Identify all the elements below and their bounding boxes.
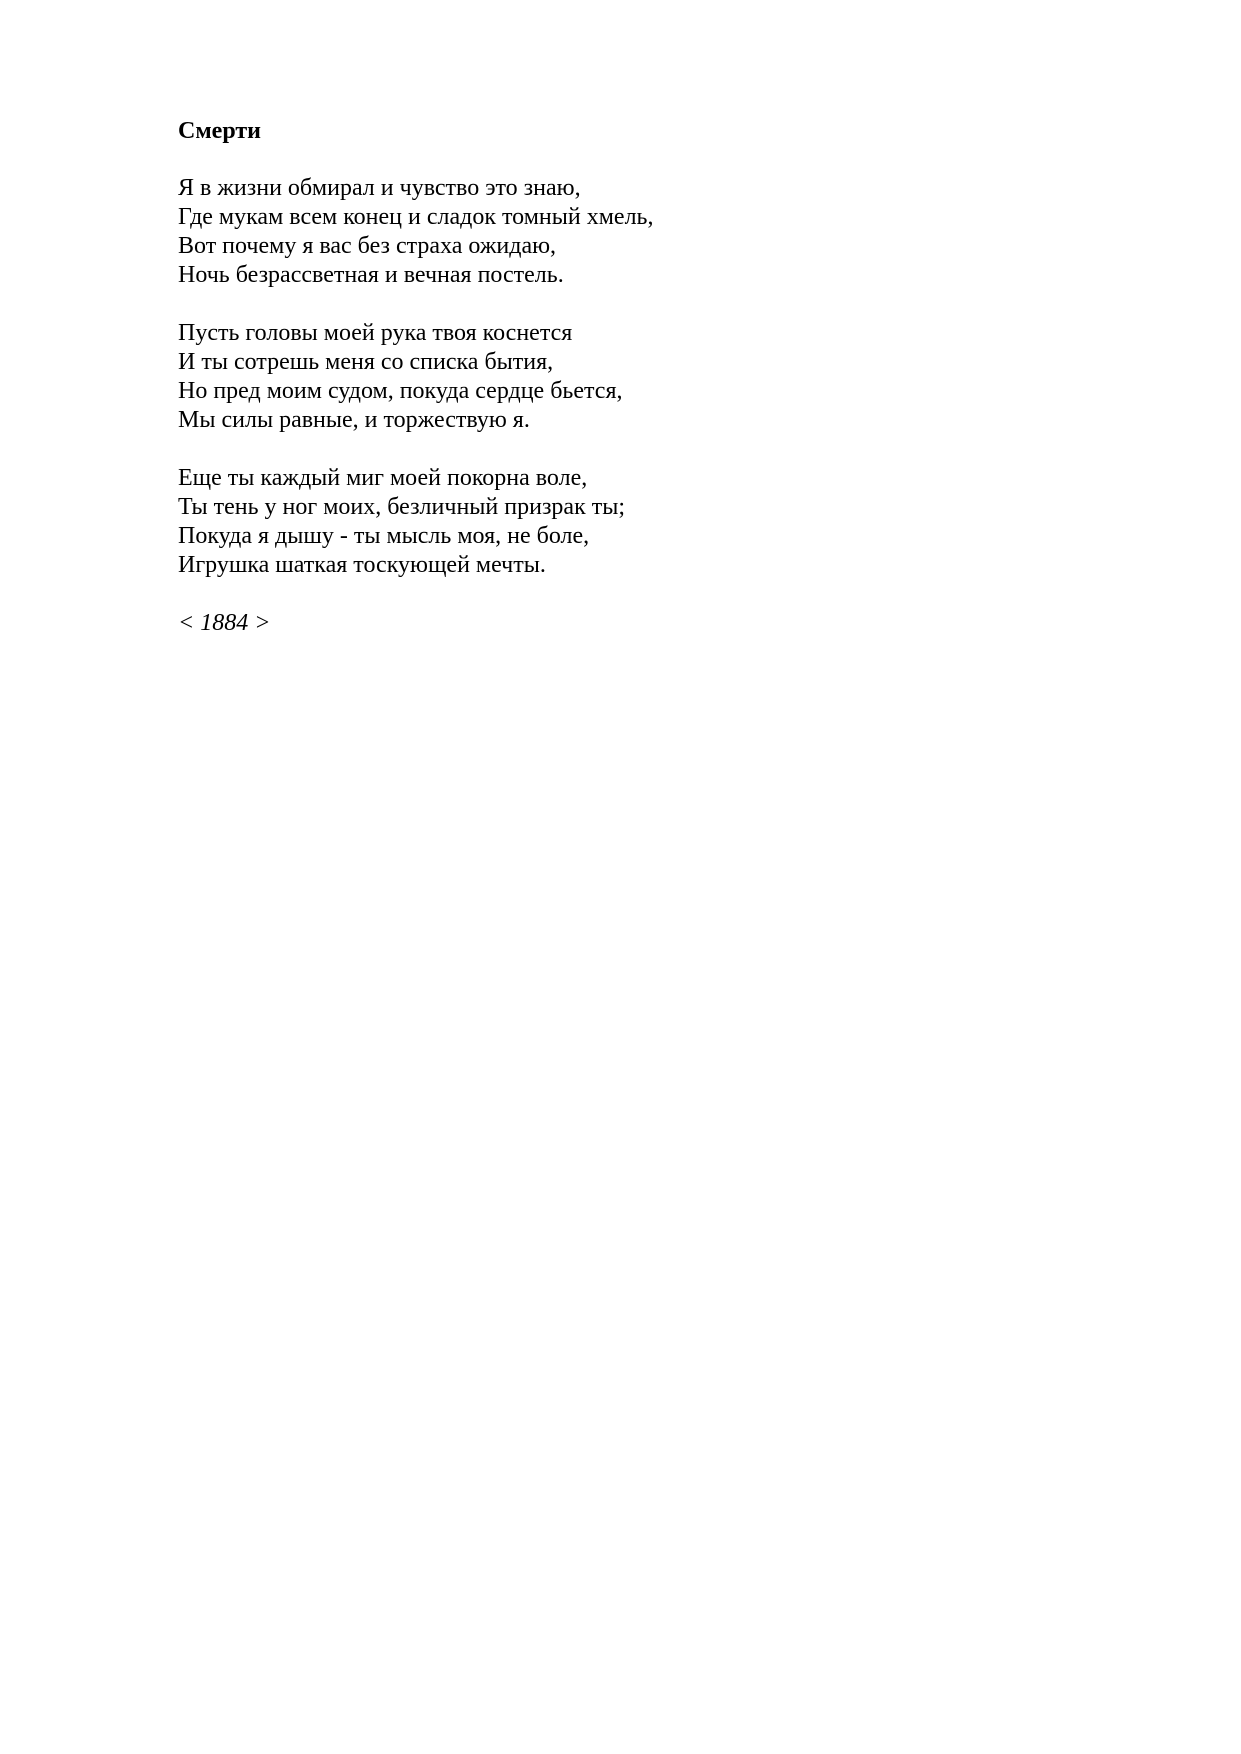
stanza-3 [178,464,1078,580]
poem-line: Покуда я дышу - ты мысль моя, не боле, [178,523,590,549]
poem-line: И ты сотрешь меня со списка бытия, [178,349,554,375]
poem-line: Ты тень у ног моих, безличный призрак ты; [178,494,626,520]
stanza-1 [178,174,1078,290]
poem-line: Пусть головы моей рука твоя коснется [178,320,573,346]
poem-date: < 1884 > [178,610,271,636]
poem-line: Но пред моим судом, покуда сердце бьется, [178,378,623,404]
poem-line: Еще ты каждый миг моей покорна воле, [178,465,588,491]
poem-line: Где мукам всем конец и сладок томный хмель, [178,204,654,230]
poem-line: Ночь безрассветная и вечная постель. [178,262,564,288]
poem-line: Я в жизни обмирал и чувство это знаю, [178,175,581,201]
poem-line: Вот почему я вас без страха ожидаю, [178,233,557,259]
stanza-2 [178,319,1078,435]
poem-title: Смерти [178,118,261,144]
poem-line: Игрушка шаткая тоскующей мечты. [178,552,546,578]
poem-line: Мы силы равные, и торжествую я. [178,407,530,433]
poem [178,116,1078,638]
